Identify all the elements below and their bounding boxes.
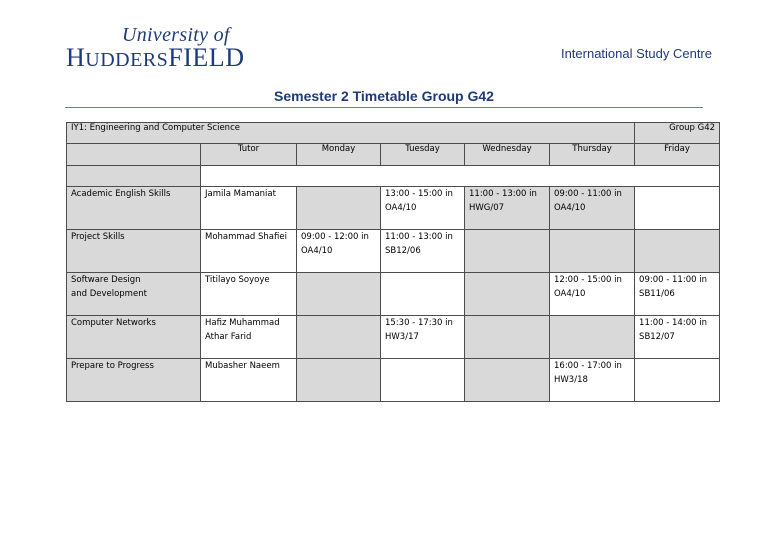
friday-cell (635, 187, 720, 230)
table-row (67, 187, 720, 230)
blank-cell (201, 166, 720, 187)
subject-text: Computer Networks (71, 318, 156, 328)
tutor-text: Titilayo Soyoye (205, 275, 270, 285)
table-row (67, 359, 720, 402)
thursday-text: OA4/10 (554, 203, 586, 213)
thursday-cell (550, 273, 635, 316)
blank-row (67, 166, 720, 187)
timetable (66, 122, 720, 402)
tutor-cell (201, 316, 297, 359)
column-header-row (67, 144, 720, 166)
wednesday-cell (465, 359, 550, 402)
column-header-wednesday: Wednesday (465, 144, 550, 166)
tuesday-cell (381, 187, 465, 230)
table-row (67, 316, 720, 359)
thursday-cell (550, 187, 635, 230)
subject-text: Project Skills (71, 232, 125, 242)
monday-cell (297, 273, 381, 316)
friday-cell (635, 273, 720, 316)
thursday-cell (550, 230, 635, 273)
column-header-tutor: Tutor (201, 144, 297, 166)
subject-cell (67, 187, 201, 230)
tuesday-text: SB12/06 (385, 246, 421, 256)
subject-cell (67, 230, 201, 273)
friday-text: 09:00 - 11:00 in (639, 275, 707, 285)
table-row (67, 273, 720, 316)
monday-text: 09:00 - 12:00 in (301, 232, 369, 242)
thursday-cell (550, 359, 635, 402)
tutor-text: Mohammad Shafiei (205, 232, 287, 242)
tuesday-text: 13:00 - 15:00 in (385, 189, 453, 199)
group-label: Group G42 (635, 123, 720, 144)
page-title: Semester 2 Timetable Group G42 (274, 88, 494, 104)
title-divider (65, 107, 703, 108)
subject-cell (67, 316, 201, 359)
tutor-cell (201, 359, 297, 402)
tutor-text: Hafiz Muhammad (205, 318, 280, 328)
column-header-subject (67, 144, 201, 166)
tutor-cell (201, 230, 297, 273)
wednesday-cell (465, 316, 550, 359)
thursday-cell (550, 316, 635, 359)
tutor-text: Athar Farid (205, 332, 252, 342)
wednesday-cell (465, 230, 550, 273)
subject-text: Prepare to Progress (71, 361, 154, 371)
subject-text: Academic English Skills (71, 189, 171, 199)
study-centre-name: International Study Centre (560, 46, 712, 61)
friday-text: SB11/06 (639, 289, 675, 299)
thursday-text: OA4/10 (554, 289, 586, 299)
thursday-text: 12:00 - 15:00 in (554, 275, 622, 285)
tutor-cell (201, 273, 297, 316)
tuesday-text: 15:30 - 17:30 in (385, 318, 453, 328)
tuesday-text: 11:00 - 13:00 in (385, 232, 453, 242)
logo-line-2: HUDDERSFIELD (66, 43, 245, 72)
thursday-text: 16:00 - 17:00 in (554, 361, 622, 371)
column-header-monday: Monday (297, 144, 381, 166)
programme-label: IY1: Engineering and Computer Science (67, 123, 635, 144)
monday-cell (297, 359, 381, 402)
monday-text: OA4/10 (301, 246, 333, 256)
subject-cell (67, 273, 201, 316)
programme-row (67, 123, 720, 144)
friday-cell (635, 359, 720, 402)
subject-text: and Development (71, 289, 147, 299)
friday-cell (635, 316, 720, 359)
column-header-friday: Friday (635, 144, 720, 166)
subject-text: Software Design (71, 275, 141, 285)
column-header-tuesday: Tuesday (381, 144, 465, 166)
tuesday-text: OA4/10 (385, 203, 417, 213)
blank-cell (67, 166, 201, 187)
university-logo (66, 24, 244, 72)
friday-text: SB12/07 (639, 332, 675, 342)
wednesday-text: 11:00 - 13:00 in (469, 189, 537, 199)
logo-line-1: University of (122, 24, 230, 46)
wednesday-cell (465, 187, 550, 230)
table-row (67, 230, 720, 273)
thursday-text: HW3/18 (554, 375, 588, 385)
tutor-text: Mubasher Naeem (205, 361, 280, 371)
tuesday-cell (381, 359, 465, 402)
monday-cell (297, 316, 381, 359)
friday-text: 11:00 - 14:00 in (639, 318, 707, 328)
tuesday-text: HW3/17 (385, 332, 419, 342)
tuesday-cell (381, 273, 465, 316)
tuesday-cell (381, 230, 465, 273)
wednesday-cell (465, 273, 550, 316)
column-header-thursday: Thursday (550, 144, 635, 166)
monday-cell (297, 230, 381, 273)
tutor-text: Jamila Mamaniat (205, 189, 276, 199)
wednesday-text: HWG/07 (469, 203, 505, 213)
tuesday-cell (381, 316, 465, 359)
friday-cell (635, 230, 720, 273)
monday-cell (297, 187, 381, 230)
thursday-text: 09:00 - 11:00 in (554, 189, 622, 199)
subject-cell (67, 359, 201, 402)
tutor-cell (201, 187, 297, 230)
